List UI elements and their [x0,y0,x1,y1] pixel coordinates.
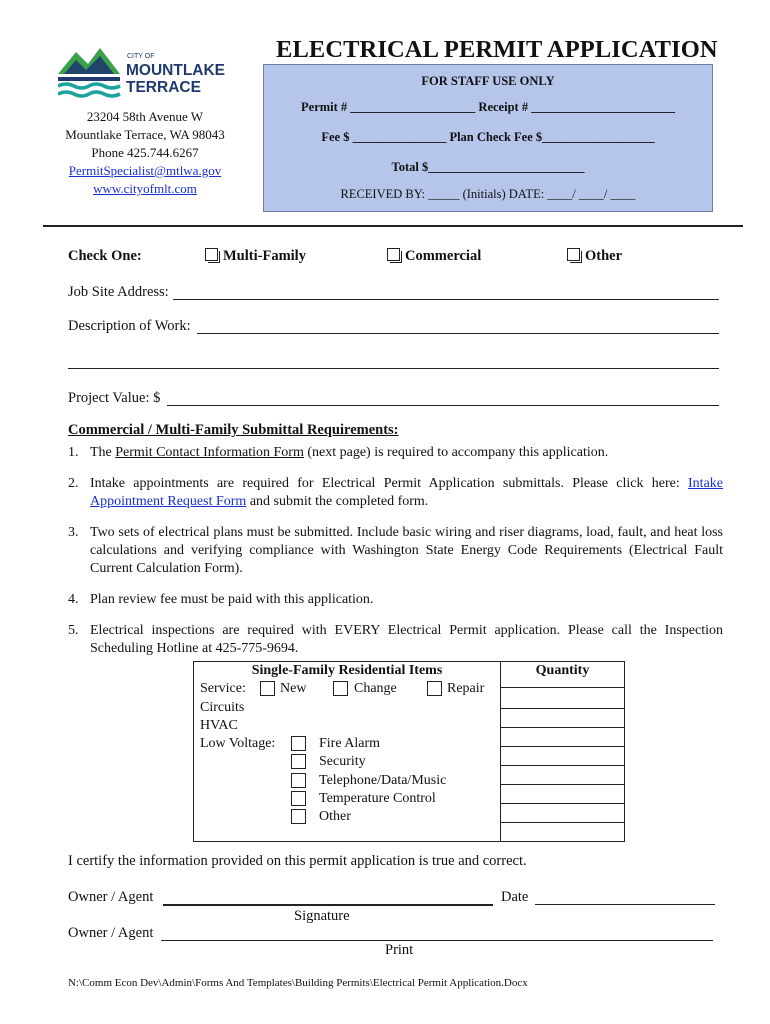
checkbox-multi-family[interactable]: Multi-Family [205,248,306,265]
checkbox-icon[interactable] [567,248,580,261]
requirement-item-4: 4. Plan review fee must be paid with this application. [68,592,374,607]
quantity-cell-security[interactable] [501,765,624,784]
page-title: ELECTRICAL PERMIT APPLICATION [276,36,718,63]
city-logo [58,44,233,106]
project-value-field[interactable] [167,405,719,406]
logo-city-of: CITY OF [127,53,155,60]
security-checkbox[interactable] [291,754,306,769]
fire-alarm-label: Fire Alarm [319,736,381,752]
mountain-logo-icon [58,44,233,106]
service-row: Service: New Change Repair [194,680,500,698]
email-link[interactable]: PermitSpecialist@mtlwa.gov [68,163,222,178]
checkbox-icon[interactable] [205,248,218,261]
fee-line[interactable]: Fee $ _______________ Plan Check Fee $__________________ [321,130,655,144]
service-change-label: Change [354,681,397,697]
temperature-row [194,790,500,808]
staff-use-box [263,64,713,212]
print-caption: Print [385,942,414,958]
requirement-item-5: 5. Electrical inspections are required with EVERY Electrical Permit application. Please call the Inspection Scheduling Hotline at 425-775-9694. [68,623,723,656]
logo-name-line2: TERRACE [126,79,201,96]
signature-caption: Signature [294,908,350,924]
items-header: Single-Family Residential Items [251,663,443,678]
checkbox-commercial[interactable]: Commercial [387,248,481,265]
requirement-item-1: 1. The Permit Contact Information Form (next page) is required to accompany this application. [68,445,609,460]
requirement-item-2: 2. Intake appointments are required for Electrical Permit Application submittals. Please click here: Intake Appointment Request Form and submit the completed form. [68,476,723,509]
quantity-cell-circuits[interactable] [501,708,624,727]
staff-heading: FOR STAFF USE ONLY [421,74,555,88]
address-phone: Phone 425.744.6267 [91,145,199,160]
telephone-row [194,772,500,790]
low-voltage-row: Low Voltage: Fire Alarm [194,735,500,753]
project-value-label: Project Value: $ [68,390,161,406]
description-field-line2[interactable] [68,368,719,369]
quantity-cell-telephone[interactable] [501,784,624,803]
quantity-cell-hvac[interactable] [501,727,624,746]
quantity-cell-fire-alarm[interactable] [501,746,624,765]
requirement-item-3: 3. Two sets of electrical plans must be submitted. Include basic wiring and riser diagrams, load, fault, and heat loss calculations and verifying compliance with Washington State Energy Code Requirements (Electrical Fault Current Calculation Form). [68,525,723,576]
total-line[interactable]: Total $_________________________ [391,160,585,174]
other-lv-label: Other [319,809,351,825]
description-field[interactable] [197,333,719,334]
fire-alarm-checkbox[interactable] [291,736,306,751]
check-one-label: Check One: [68,248,142,264]
checkbox-icon[interactable] [387,248,400,261]
other-row [194,808,500,826]
items-column [194,662,501,842]
telephone-label: Telephone/Data/Music [319,772,447,788]
certification-statement: I certify the information provided on this permit application is true and correct. [68,853,527,869]
address-block [50,108,240,198]
quantity-cell-other[interactable] [501,822,624,841]
job-site-address-field[interactable] [173,299,719,300]
quantity-header: Quantity [535,663,590,678]
header-divider [43,225,743,227]
checkbox-other[interactable]: Other [567,248,622,265]
requirements-heading: Commercial / Multi-Family Submittal Requirements: [68,422,399,438]
date-field[interactable] [535,904,715,905]
intake-appointment-link[interactable]: Intake Appointment Request Form [90,476,723,509]
telephone-checkbox[interactable] [291,773,306,788]
received-by-line[interactable]: RECEIVED BY: _____ (Initials) DATE: ____/ ____/ ____ [340,187,636,201]
service-change-checkbox[interactable] [333,681,348,696]
address-city: Mountlake Terrace, WA 98043 [65,127,225,142]
service-new-label: New [280,681,307,697]
service-new-checkbox[interactable] [260,681,275,696]
website-link[interactable]: www.cityofmlt.com [93,181,197,196]
residential-items-table [193,661,625,842]
owner-agent-signature-label: Owner / Agent [68,889,154,905]
owner-agent-print-label: Owner / Agent [68,925,154,941]
circuits-row: Circuits [200,699,245,715]
quantity-column [501,662,625,842]
other-lv-checkbox[interactable] [291,809,306,824]
temperature-label: Temperature Control [319,791,436,807]
file-path-footer: N:\Comm Econ Dev\Admin\Forms And Templates\Building Permits\Electrical Permit Application.Docx [68,977,528,989]
quantity-cell-service[interactable] [501,687,624,708]
security-label: Security [319,754,366,770]
print-name-field[interactable] [161,940,713,941]
description-label: Description of Work: [68,318,191,334]
permit-receipt-line[interactable]: Permit # ____________________ Receipt # _______________________ [301,100,675,114]
quantity-cell-temperature[interactable] [501,803,624,822]
logo-name-line1: MOUNTLAKE [126,62,226,79]
signature-field[interactable] [163,904,493,906]
service-repair-checkbox[interactable] [427,681,442,696]
permit-contact-form-link[interactable]: Permit Contact Information Form [115,445,304,460]
job-site-address-label: Job Site Address: [68,284,169,300]
security-row [194,753,500,771]
address-street: 23204 58th Avenue W [86,109,204,124]
date-label: Date [501,889,529,905]
service-repair-label: Repair [447,681,485,697]
temperature-checkbox[interactable] [291,791,306,806]
hvac-row: HVAC [200,717,238,733]
